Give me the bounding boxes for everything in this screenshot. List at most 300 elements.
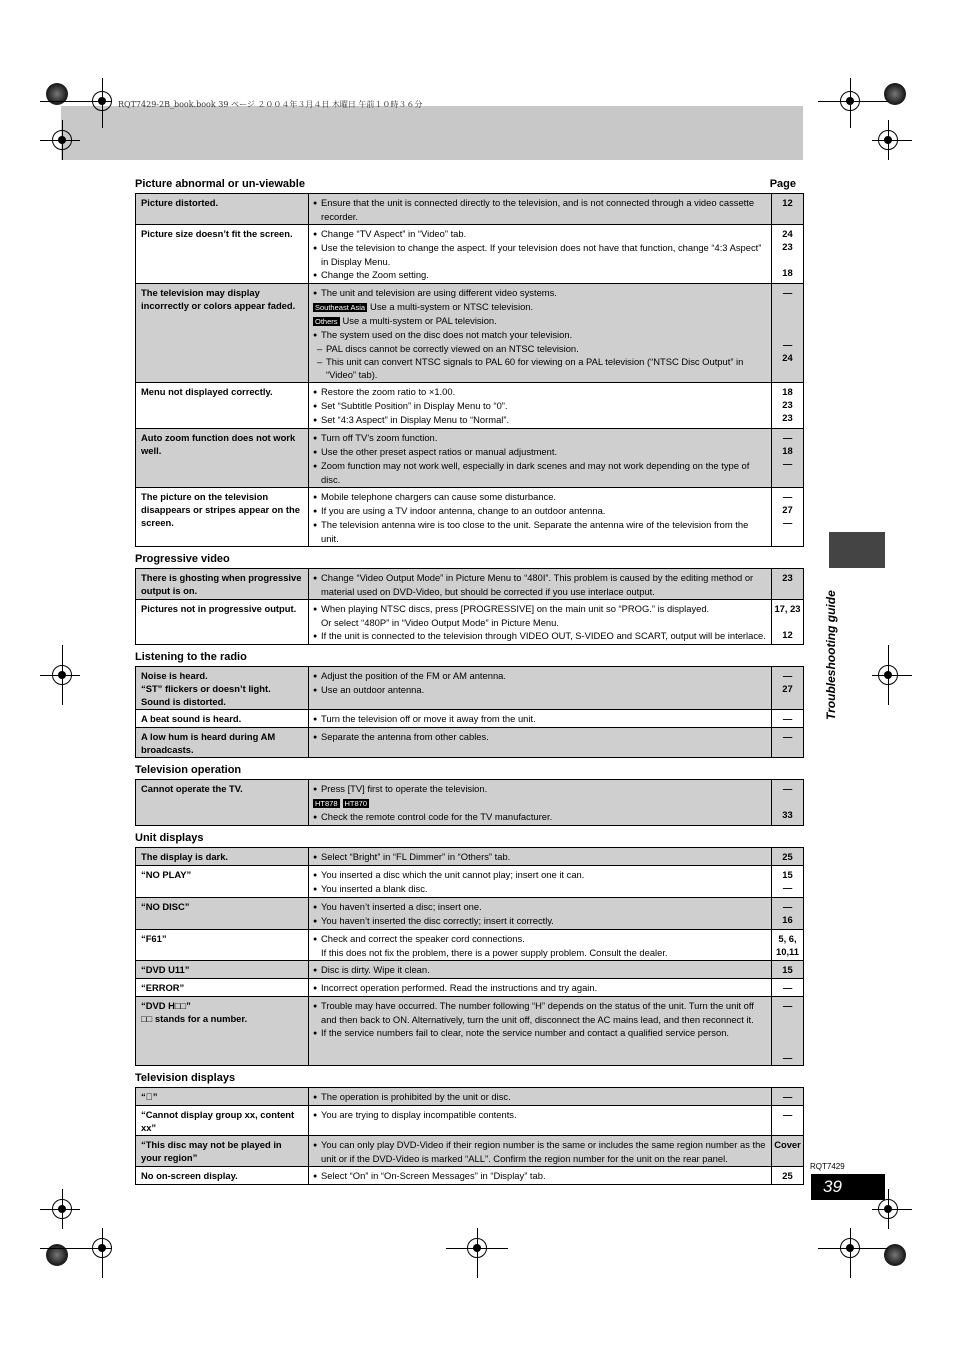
remedy-text: The system used on the disc does not match your television. <box>321 329 573 340</box>
remedy-text: The operation is prohibited by the unit or disc. <box>321 1091 511 1102</box>
page-ref: 25 <box>782 851 793 862</box>
table-row <box>136 979 804 997</box>
crop-line <box>818 1248 888 1249</box>
symptom-text: There is ghosting when progressive output is on. <box>141 572 302 596</box>
remedy-text: Check the remote control code for the TV manufacturer. <box>321 811 553 822</box>
page-ref: 23 <box>782 572 793 583</box>
remedy-text: Ensure that the unit is connected directly to the television, and is not connected through a video cassette recorder. <box>321 197 755 222</box>
remedy-item <box>313 504 767 518</box>
remedy-item <box>313 616 767 629</box>
remedy-text: Press [TV] first to operate the television. <box>321 783 488 794</box>
remedy-item <box>313 518 767 545</box>
model-tag: Southeast Asia <box>315 303 366 312</box>
page-ref-cell <box>772 710 804 728</box>
remedy-text: Separate the antenna from other cables. <box>321 731 489 742</box>
page-ref-cell <box>772 667 804 710</box>
table-row <box>136 848 804 866</box>
remedy-item <box>313 850 767 864</box>
remedy-text: Select “On” in “On-Screen Messages” in “Display” tab. <box>321 1170 546 1181</box>
page-ref: 23 <box>782 412 793 423</box>
remedy-item <box>313 241 767 268</box>
section-heading <box>135 762 804 779</box>
remedy-item <box>313 385 767 399</box>
table-row <box>136 997 804 1066</box>
remedy-text: If this does not fix the problem, there is a power supply problem. Consult the dealer. <box>321 947 668 958</box>
page-ref <box>772 795 803 808</box>
page-ref: — <box>782 1091 793 1102</box>
symptom-cell <box>136 1106 309 1136</box>
remedy-cell <box>309 1167 772 1185</box>
remedy-text: Use the television to change the aspect. If your television does not have that function, change “4:3 Aspect” in Display Menu. <box>321 242 762 267</box>
remedy-text: You inserted a disc which the unit cannot play; insert one it can. <box>321 869 585 880</box>
symptom-cell <box>136 488 309 547</box>
remedy-cell <box>309 866 772 898</box>
page-ref: — <box>782 1000 793 1011</box>
remedy-item <box>313 868 767 882</box>
page-ref: — <box>782 1109 793 1120</box>
remedy-item <box>313 946 767 959</box>
remedy-text: Disc is dirty. Wipe it clean. <box>321 964 430 975</box>
page-ref-cell <box>772 728 804 758</box>
symptom-text: “DVD U11” <box>141 964 190 975</box>
remedy-item <box>313 413 767 427</box>
page-ref-cell <box>772 600 804 645</box>
remedy-text: Turn the television off or move it away from the unit. <box>321 713 536 724</box>
crop-line <box>888 645 889 705</box>
crop-line <box>872 1209 912 1210</box>
symptom-cell <box>136 961 309 979</box>
remedy-item <box>313 669 767 683</box>
remedy-item <box>313 683 767 697</box>
symptom-cell <box>136 710 309 728</box>
page-ref: 5, 6, <box>778 933 797 944</box>
page-ref: — <box>782 458 793 469</box>
remedy-item <box>313 782 767 796</box>
page-ref: 18 <box>782 445 793 456</box>
page-ref <box>772 615 803 628</box>
remedy-item <box>313 963 767 977</box>
model-tag: Others <box>315 317 338 326</box>
remedy-text: Adjust the position of the FM or AM antenna. <box>321 670 506 681</box>
page-ref: — <box>782 731 793 742</box>
remedy-item <box>313 445 767 459</box>
header-band <box>61 106 803 160</box>
symptom-cell <box>136 600 309 645</box>
table-row <box>136 961 804 979</box>
page-ref: 10,11 <box>776 946 799 957</box>
crop-line <box>477 1228 478 1278</box>
remedy-item <box>313 355 767 381</box>
symptom-text: Noise is heard. <box>141 670 208 681</box>
remedy-text: Incorrect operation performed. Read the instructions and try again. <box>321 982 598 993</box>
section-title: Listening to the radio <box>135 651 247 663</box>
remedy-cell <box>309 225 772 284</box>
remedy-item <box>313 1108 767 1122</box>
troubleshooting-content <box>135 176 804 1189</box>
symptom-text: Pictures not in progressive output. <box>141 603 297 614</box>
table-row <box>136 1167 804 1185</box>
remedy-cell <box>309 898 772 930</box>
remedy-item <box>313 602 767 616</box>
symptom-text: Sound is distorted. <box>141 696 226 707</box>
page-ref: — <box>782 901 793 912</box>
page-ref-cell <box>772 930 804 961</box>
page-ref: 16 <box>782 914 793 925</box>
table-row <box>136 1106 804 1136</box>
remedy-cell <box>309 710 772 728</box>
page-ref: 17, 23 <box>774 603 801 614</box>
page-ref-cell <box>772 429 804 488</box>
remedy-text: Use the other preset aspect ratios or manual adjustment. <box>321 446 558 457</box>
remedy-item <box>313 796 767 810</box>
symptom-text: The picture on the television disappears or stripes appear on the screen. <box>141 491 300 528</box>
page-ref-cell <box>772 961 804 979</box>
remedy-item <box>313 431 767 445</box>
remedy-text: You can only play DVD-Video if their region number is the same or includes the same region number as the unit or if the DVD-Video is marked “ALL”. Confirm the region number for the unit on the rear panel. <box>321 1139 766 1164</box>
remedy-cell <box>309 383 772 429</box>
symptom-text: “DVD H□□” <box>141 1000 191 1011</box>
crop-line <box>888 120 889 160</box>
side-label: Troubleshooting guide <box>824 590 838 720</box>
page-ref: — <box>782 432 793 443</box>
page-ref: 27 <box>782 504 793 515</box>
page-ref: — <box>782 287 793 298</box>
troubleshooting-table <box>135 779 804 826</box>
symptom-text: Auto zoom function does not work well. <box>141 432 296 456</box>
page-ref <box>772 1025 803 1038</box>
symptom-text: Cannot operate the TV. <box>141 783 243 794</box>
crop-line <box>102 78 103 128</box>
remedy-item <box>313 629 767 643</box>
model-tag: HT878 <box>315 799 338 808</box>
remedy-cell <box>309 194 772 225</box>
remedy-item <box>313 490 767 504</box>
crop-line <box>62 120 63 160</box>
symptom-text: “Cannot display group xx, content xx” <box>141 1109 295 1133</box>
table-row <box>136 284 804 383</box>
page-ref: 23 <box>782 399 793 410</box>
page-ref-cell <box>772 848 804 866</box>
page-ref-cell <box>772 284 804 383</box>
remedy-text: Check and correct the speaker cord connections. <box>321 933 525 944</box>
page-ref: 24 <box>782 228 793 239</box>
page-ref-cell <box>772 383 804 429</box>
remedy-item <box>313 1090 767 1104</box>
page-ref: — <box>782 713 793 724</box>
troubleshooting-table <box>135 666 804 758</box>
section-heading <box>135 176 804 193</box>
page-ref: 27 <box>782 683 793 694</box>
section-title: Unit displays <box>135 832 204 844</box>
troubleshooting-table <box>135 847 804 1066</box>
remedy-text: Set “4:3 Aspect” in Display Menu to “Normal”. <box>321 414 510 425</box>
page-ref: — <box>782 882 793 893</box>
remedy-text: Set “Subtitle Position” in Display Menu to “0”. <box>321 400 508 411</box>
page-ref: — <box>782 1052 793 1063</box>
remedy-text: You haven’t inserted the disc correctly; insert it correctly. <box>321 915 554 926</box>
symptom-text: “⃠” <box>141 1091 158 1102</box>
page-ref-cell <box>772 569 804 600</box>
crop-line <box>40 1209 80 1210</box>
remedy-item <box>313 399 767 413</box>
page-ref-cell <box>772 1167 804 1185</box>
remedy-cell <box>309 930 772 961</box>
table-row <box>136 667 804 710</box>
crop-line <box>62 645 63 705</box>
symptom-text: “NO PLAY” <box>141 869 192 880</box>
remedy-item <box>313 286 767 300</box>
table-row <box>136 1136 804 1167</box>
page-ref: 18 <box>782 267 793 278</box>
remedy-cell <box>309 667 772 710</box>
remedy-text: Use a multi-system or NTSC television. <box>370 301 534 312</box>
symptom-cell <box>136 997 309 1066</box>
page-ref: — <box>782 517 793 528</box>
page-ref-cell <box>772 225 804 284</box>
table-row <box>136 429 804 488</box>
page-ref-cell <box>772 1088 804 1106</box>
remedy-text: If you are using a TV indoor antenna, change to an outdoor antenna. <box>321 505 606 516</box>
remedy-text: When playing NTSC discs, press [PROGRESSIVE] on the main unit so “PROG.” is displayed. <box>321 603 710 614</box>
section-heading <box>135 551 804 568</box>
symptom-text: “F61” <box>141 933 167 944</box>
page-ref-cell <box>772 488 804 547</box>
remedy-item <box>313 571 767 598</box>
remedy-text: Use a multi-system or PAL television. <box>342 315 497 326</box>
remedy-text: Change “TV Aspect” in “Video” tab. <box>321 228 467 239</box>
crop-line <box>818 101 888 102</box>
page-ref-cell <box>772 1136 804 1167</box>
page-ref: 24 <box>782 352 793 363</box>
table-row <box>136 898 804 930</box>
section-tab <box>829 532 885 568</box>
remedy-cell <box>309 488 772 547</box>
page-ref: 33 <box>782 809 793 820</box>
table-row <box>136 383 804 429</box>
remedy-item <box>313 730 767 744</box>
symptom-text: A low hum is heard during AM broadcasts. <box>141 731 276 755</box>
remedy-cell <box>309 961 772 979</box>
remedy-text: PAL discs cannot be correctly viewed on an NTSC television. <box>326 343 579 354</box>
remedy-item <box>313 196 767 223</box>
page-ref: 23 <box>782 241 793 252</box>
remedy-text: Change “Video Output Mode” in Picture Menu to “480I”. This problem is caused by the editing method or material used on DVD-Video, but should be corrected if you use interlace output. <box>321 572 754 597</box>
remedy-text: You haven’t inserted a disc; insert one. <box>321 901 482 912</box>
remedy-item <box>313 900 767 914</box>
table-row <box>136 225 804 284</box>
table-row <box>136 488 804 547</box>
model-tag: HT870 <box>344 799 368 808</box>
remedy-text: Turn off TV’s zoom function. <box>321 432 438 443</box>
symptom-text: The television may display incorrectly or colors appear faded. <box>141 287 296 311</box>
remedy-cell <box>309 997 772 1066</box>
section-gap <box>135 1185 804 1189</box>
table-row <box>136 866 804 898</box>
table-row <box>136 569 804 600</box>
remedy-text: If the unit is connected to the television through VIDEO OUT, S-VIDEO and SCART, output will be interlace. <box>321 630 766 641</box>
crop-line <box>872 675 912 676</box>
symptom-cell <box>136 1088 309 1106</box>
remedy-item <box>313 342 767 355</box>
remedy-item <box>313 300 767 314</box>
document-code: RQT7429 <box>810 1162 845 1171</box>
symptom-text: Picture distorted. <box>141 197 219 208</box>
remedy-item <box>313 981 767 995</box>
page-ref: 15 <box>782 964 793 975</box>
page-ref <box>772 253 803 266</box>
symptom-text: “ST” flickers or doesn’t light. <box>141 683 271 694</box>
remedy-text: Use an outdoor antenna. <box>321 684 425 695</box>
page-ref <box>772 312 803 325</box>
remedy-cell <box>309 284 772 383</box>
page-ref-cell <box>772 1106 804 1136</box>
symptom-text: □□ stands for a number. <box>141 1013 248 1024</box>
symptom-cell <box>136 284 309 383</box>
symptom-text: Menu not displayed correctly. <box>141 386 273 397</box>
page-ref: — <box>782 783 793 794</box>
troubleshooting-table <box>135 568 804 645</box>
symptom-text: The display is dark. <box>141 851 229 862</box>
section-heading <box>135 830 804 847</box>
remedy-item <box>313 810 767 824</box>
page-ref <box>772 1012 803 1025</box>
symptom-cell <box>136 780 309 826</box>
page-number: 39 <box>811 1174 885 1200</box>
remedy-text: Select “Bright” in “FL Dimmer” in “Others” tab. <box>321 851 511 862</box>
page-ref: — <box>782 670 793 681</box>
remedy-item <box>313 712 767 726</box>
remedy-item <box>313 999 767 1026</box>
table-row <box>136 600 804 645</box>
page-ref-cell <box>772 898 804 930</box>
crop-line <box>40 675 80 676</box>
remedy-item <box>313 459 767 486</box>
symptom-cell <box>136 383 309 429</box>
page-ref: 12 <box>782 197 793 208</box>
remedy-text: The television antenna wire is too close to the unit. Separate the antenna wire of the television from the unit. <box>321 519 749 544</box>
crop-line <box>40 140 80 141</box>
section-title: Progressive video <box>135 553 230 565</box>
page-ref: 25 <box>782 1170 793 1181</box>
crop-line <box>102 1228 103 1278</box>
symptom-cell <box>136 866 309 898</box>
remedy-cell <box>309 728 772 758</box>
page-ref: 12 <box>782 629 793 640</box>
section-heading <box>135 1070 804 1087</box>
page-ref: — <box>782 339 793 350</box>
table-row <box>136 728 804 758</box>
remedy-item <box>313 1138 767 1165</box>
remedy-text: Zoom function may not work well, especially in dark scenes and may not work depending on the type of disc. <box>321 460 750 485</box>
symptom-text: A beat sound is heard. <box>141 713 242 724</box>
remedy-item <box>313 227 767 241</box>
remedy-text: Or select “480P” in “Video Output Mode” in Picture Menu. <box>321 617 559 628</box>
remedy-item <box>313 882 767 896</box>
remedy-text: The unit and television are using different video systems. <box>321 287 557 298</box>
remedy-item <box>313 932 767 946</box>
remedy-item <box>313 328 767 342</box>
remedy-cell <box>309 1136 772 1167</box>
symptom-cell <box>136 1136 309 1167</box>
page-ref <box>772 1038 803 1051</box>
remedy-text: If the service numbers fail to clear, note the service number and contact a qualified service person. <box>321 1027 730 1038</box>
remedy-item <box>313 914 767 928</box>
symptom-text: “NO DISC” <box>141 901 190 912</box>
page-ref: 15 <box>782 869 793 880</box>
remedy-cell <box>309 569 772 600</box>
crop-line <box>62 1189 63 1229</box>
symptom-cell <box>136 667 309 710</box>
remedy-text: This unit can convert NTSC signals to PAL 60 for viewing on a PAL television (“NTSC Disc Output” in “Video” tab). <box>326 356 744 380</box>
remedy-cell <box>309 979 772 997</box>
remedy-item <box>313 268 767 282</box>
table-row <box>136 194 804 225</box>
remedy-item <box>313 1169 767 1183</box>
print-header: RQT7429-2B_book.book 39 ページ ２００４年３月４日 木曜日 午前１０時３６分 <box>118 100 423 109</box>
remedy-text: You are trying to display incompatible contents. <box>321 1109 517 1120</box>
symptom-cell <box>136 728 309 758</box>
symptom-text: “This disc may not be played in your region” <box>141 1139 282 1163</box>
page-ref: Cover <box>774 1139 801 1150</box>
crop-line <box>888 1189 889 1229</box>
symptom-cell <box>136 1167 309 1185</box>
page-ref <box>772 299 803 312</box>
crop-line <box>872 140 912 141</box>
symptom-text: “ERROR” <box>141 982 185 993</box>
symptom-text: No on-screen display. <box>141 1170 238 1181</box>
symptom-cell <box>136 898 309 930</box>
remedy-text: Trouble may have occurred. The number following “H” depends on the status of the unit. Turn the unit off and then back to ON. Alternatively, turn the unit off, disconnect the AC mains lead, and then reconnect it. <box>321 1000 754 1025</box>
symptom-cell <box>136 429 309 488</box>
remedy-cell <box>309 848 772 866</box>
symptom-cell <box>136 848 309 866</box>
page-ref-cell <box>772 780 804 826</box>
page-ref <box>772 325 803 338</box>
page-ref: — <box>782 491 793 502</box>
table-row <box>136 930 804 961</box>
symptom-text: Picture size doesn’t fit the screen. <box>141 228 293 239</box>
symptom-cell <box>136 979 309 997</box>
page-column-label: Page <box>769 178 796 190</box>
table-row <box>136 780 804 826</box>
table-row <box>136 1088 804 1106</box>
remedy-cell <box>309 780 772 826</box>
crop-line <box>850 1228 851 1278</box>
remedy-cell <box>309 1106 772 1136</box>
remedy-item <box>313 1026 767 1040</box>
troubleshooting-table <box>135 193 804 547</box>
symptom-cell <box>136 569 309 600</box>
page-ref-cell <box>772 997 804 1066</box>
remedy-text: You inserted a blank disc. <box>321 883 428 894</box>
symptom-cell <box>136 194 309 225</box>
page-ref: — <box>782 982 793 993</box>
remedy-cell <box>309 600 772 645</box>
symptom-cell <box>136 225 309 284</box>
section-heading <box>135 649 804 666</box>
page-ref-cell <box>772 979 804 997</box>
section-title: Television displays <box>135 1072 236 1084</box>
page-ref: 18 <box>782 386 793 397</box>
remedy-cell <box>309 429 772 488</box>
page-ref-cell <box>772 866 804 898</box>
remedy-text: Change the Zoom setting. <box>321 269 429 280</box>
remedy-item <box>313 314 767 328</box>
remedy-text: Mobile telephone chargers can cause some disturbance. <box>321 491 557 502</box>
crop-line <box>850 78 851 128</box>
table-row <box>136 710 804 728</box>
remedy-cell <box>309 1088 772 1106</box>
